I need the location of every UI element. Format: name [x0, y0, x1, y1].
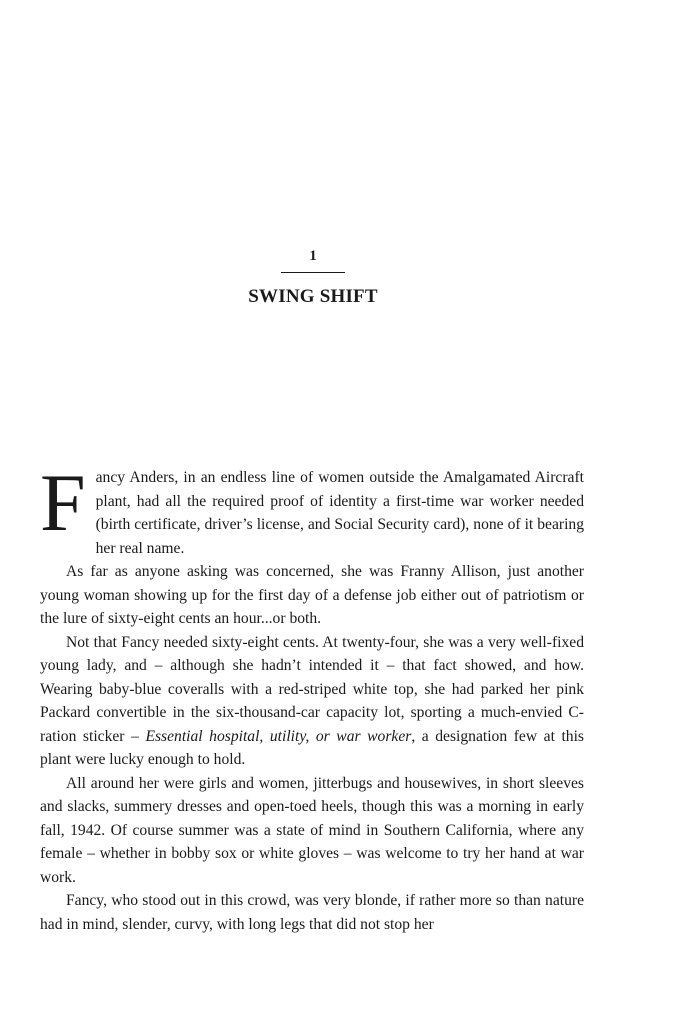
chapter-heading	[0, 246, 626, 309]
paragraph-1-text: ancy Anders, in an endless line of women outside the Amalgamated Aircraft plant, had all the required proof of identity a first-time war worker needed (birth certificate, driver’s license, and Social Security card), none of it bearing her real name.	[95, 469, 584, 557]
chapter-title: SWING SHIFT	[248, 286, 378, 307]
paragraph-4: All around her were girls and women, jitterbugs and housewives, in short sleeves and slacks, summery dresses and open-toed heels, though this was a morning in early fall, 1942. Of course summer was a state of mind in Southern California, where any female – whether in bobby sox or white gloves – was welcome to try her hand at war work.	[40, 774, 584, 886]
paragraph-3-text-start: Not that Fancy needed sixty-eight cents. At twenty-four, she was a very well-fixed young lady, and – although she hadn’t intended it – that fact showed, and how. Wearing baby-blue coveralls with a red-striped white top, she had parked her pink Packard convertible in the six-thousand-car capacity lot, sporting a much-envied C-ration sticker –	[40, 633, 584, 745]
paragraph-1	[40, 457, 584, 560]
paragraph-5: Fancy, who stood out in this crowd, was very blonde, if rather more so than nature had in mind, slender, curvy, with long legs that did not stop her	[40, 892, 584, 933]
chapter-number: 1	[309, 248, 317, 264]
chapter-body	[40, 457, 584, 936]
drop-cap: F	[40, 457, 86, 548]
paragraph-3-text-end: , a designation few at this plant were lucky enough to hold.	[40, 727, 584, 768]
paragraph-3-italic-text: Essential hospital, utility, or war worker	[145, 727, 412, 745]
paragraph-2: As far as anyone asking was concerned, she was Franny Allison, just another young woman showing up for the first day of a defense job either out of patriotism or the lure of sixty-eight cents an hour...or both.	[40, 563, 584, 627]
paragraph-3	[40, 631, 584, 772]
chapter-divider	[281, 272, 345, 273]
